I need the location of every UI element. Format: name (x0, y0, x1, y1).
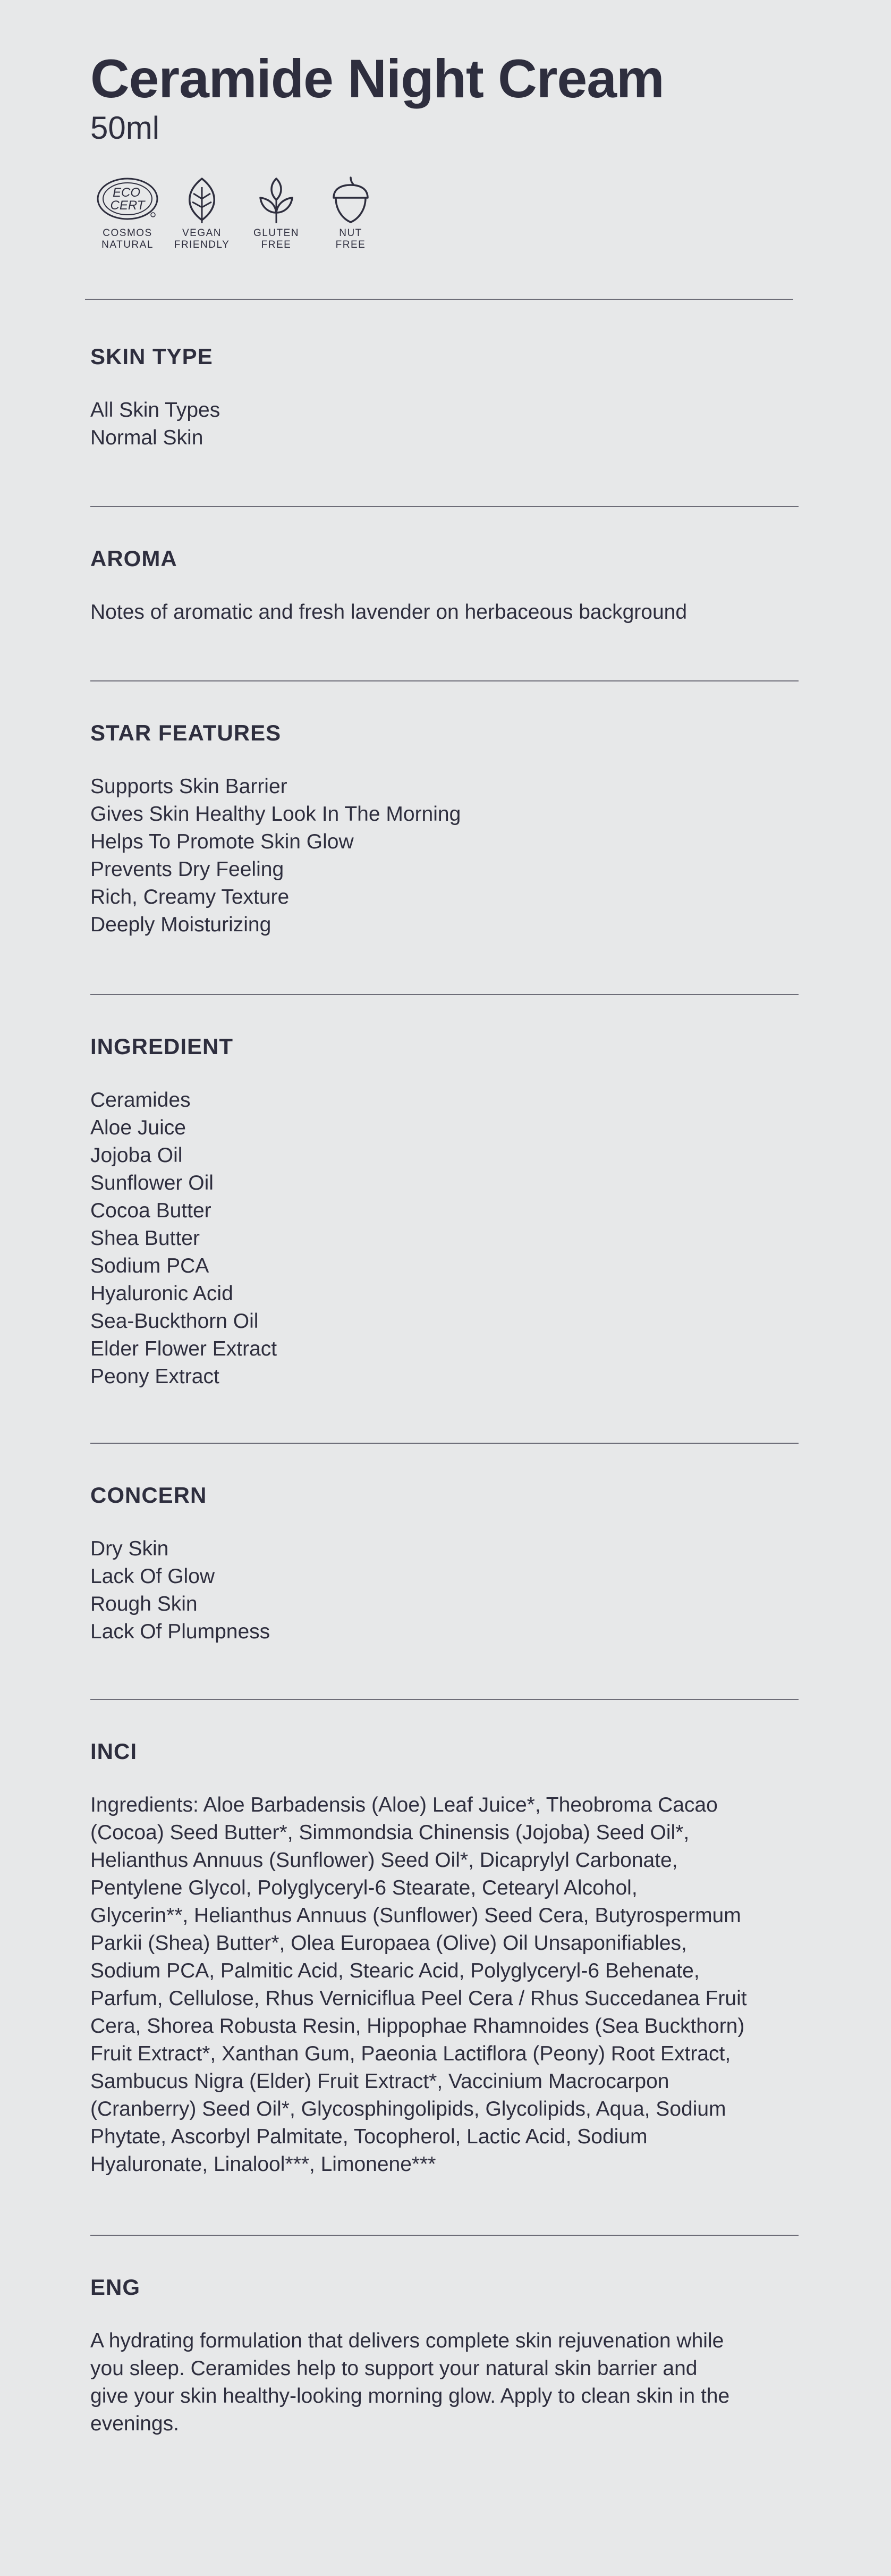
list-item: Deeply Moisturizing (90, 913, 271, 937)
inci-text (90, 1791, 799, 2178)
wheat-icon (244, 175, 308, 224)
divider (90, 680, 799, 681)
product-title: Ceramide Night Cream (90, 48, 664, 109)
divider (90, 506, 799, 507)
section-inci (90, 1738, 799, 2178)
inci-line: Parfum, Cellulose, Rhus Verniciflua Peel Cera / Rhus Succedanea Fruit (90, 1987, 747, 2010)
section-eng (90, 2274, 799, 2438)
list-item: Jojoba Oil (90, 1144, 183, 1167)
inci-line: (Cocoa) Seed Butter*, Simmondsia Chinensis (Jojoba) Seed Oil*, (90, 1821, 690, 1845)
section-ingredient (90, 1033, 799, 1391)
inci-line: Hyaluronate, Linalool***, Limonene*** (90, 2153, 436, 2176)
divider (90, 1443, 799, 1444)
inci-line: Cera, Shorea Robusta Resin, Hippophae Rhamnoides (Sea Buckthorn) (90, 2015, 745, 2038)
list-item: Supports Skin Barrier (90, 775, 287, 798)
badge-label-line-2: NATURAL (101, 239, 154, 250)
list-item: Prevents Dry Feeling (90, 858, 284, 881)
section-heading: INGREDIENT (90, 1034, 234, 1059)
divider (90, 994, 799, 995)
section-heading: ENG (90, 2275, 141, 2300)
list-item: Lack Of Glow (90, 1565, 215, 1588)
list-item: Sodium PCA (90, 1255, 209, 1278)
eng-line: give your skin healthy-looking morning glow. Apply to clean skin in the (90, 2385, 730, 2408)
badge-label-vegan (174, 228, 230, 251)
list-item: Dry Skin (90, 1537, 169, 1561)
section-star-features (90, 720, 799, 939)
eng-line: evenings. (90, 2412, 179, 2436)
divider (85, 299, 793, 300)
inci-line: Helianthus Annuus (Sunflower) Seed Oil*, Dicaprylyl Carbonate, (90, 1849, 678, 1872)
concern-list (90, 1535, 799, 1646)
divider (90, 1699, 799, 1700)
section-skin-type (90, 343, 799, 452)
inci-line: Pentylene Glycol, Polyglyceryl-6 Stearate, Cetearyl Alcohol, (90, 1876, 638, 1900)
badge-label-line-1: GLUTEN (253, 228, 300, 239)
list-item: Cocoa Butter (90, 1199, 211, 1223)
divider (90, 2235, 799, 2236)
list-item: Normal Skin (90, 426, 203, 450)
badge-label-gluten (253, 228, 299, 251)
badge-nut-free (313, 175, 388, 251)
eng-line: A hydrating formulation that delivers complete skin rejuvenation while (90, 2329, 724, 2353)
inci-line: Parkii (Shea) Butter*, Olea Europaea (Olive) Oil Unsaponifiables, (90, 1932, 687, 1955)
ingredient-list (90, 1087, 799, 1391)
badge-label-line-2: FREE (335, 239, 366, 250)
eng-description (90, 2327, 799, 2438)
badge-vegan-friendly (165, 175, 239, 251)
badge-label-cosmos-natural (101, 228, 154, 251)
list-item: Lack Of Plumpness (90, 1620, 270, 1644)
star-features-list (90, 773, 799, 939)
ecocert-cosmos-natural-icon (96, 175, 159, 224)
acorn-icon (319, 175, 383, 224)
inci-line: Sambucus Nigra (Elder) Fruit Extract*, Vaccinium Macrocarpon (90, 2070, 669, 2093)
svg-text:CERT: CERT (110, 198, 145, 213)
inci-line: Phytate, Ascorbyl Palmitate, Tocopherol, Lactic Acid, Sodium (90, 2125, 648, 2149)
section-heading: SKIN TYPE (90, 344, 213, 369)
section-aroma (90, 545, 799, 626)
badge-label-line-1: NUT (339, 228, 362, 239)
list-item: Hyaluronic Acid (90, 1282, 233, 1306)
badge-label-line-2: FRIENDLY (174, 239, 230, 250)
list-item: Helps To Promote Skin Glow (90, 830, 354, 854)
badge-label-line-1: COSMOS (103, 228, 152, 239)
section-heading: AROMA (90, 546, 177, 571)
list-item: Shea Butter (90, 1227, 200, 1250)
section-heading: INCI (90, 1739, 137, 1764)
list-item: Gives Skin Healthy Look In The Morning (90, 803, 461, 826)
eng-line: you sleep. Ceramides help to support your natural skin barrier and (90, 2357, 698, 2380)
list-item: Sunflower Oil (90, 1172, 214, 1195)
aroma-text: Notes of aromatic and fresh lavender on herbaceous background (90, 601, 688, 624)
skin-type-list (90, 397, 799, 452)
list-item: Elder Flower Extract (90, 1337, 277, 1361)
badge-label-line-1: VEGAN (182, 228, 222, 239)
section-heading: STAR FEATURES (90, 720, 282, 745)
inci-line: Sodium PCA, Palmitic Acid, Stearic Acid, Polyglyceryl-6 Behenate, (90, 1959, 700, 1983)
inci-line: Fruit Extract*, Xanthan Gum, Paeonia Lactiflora (Peony) Root Extract, (90, 2042, 731, 2066)
list-item: All Skin Types (90, 399, 220, 422)
list-item: Rough Skin (90, 1593, 198, 1616)
vegan-leaf-icon (170, 175, 234, 224)
inci-line: (Cranberry) Seed Oil*, Glycosphingolipids, Glycolipids, Aqua, Sodium (90, 2098, 726, 2121)
list-item: Rich, Creamy Texture (90, 886, 290, 909)
inci-line: Ingredients: Aloe Barbadensis (Aloe) Leaf Juice*, Theobroma Cacao (90, 1794, 718, 1817)
inci-line: Glycerin**, Helianthus Annuus (Sunflower) Seed Cera, Butyrospermum (90, 1904, 741, 1927)
svg-text:ECO: ECO (112, 186, 141, 200)
badge-cosmos-natural (90, 175, 165, 251)
badge-gluten-free (239, 175, 313, 251)
badge-label-line-2: FREE (261, 239, 292, 250)
list-item: Aloe Juice (90, 1116, 186, 1140)
list-item: Ceramides (90, 1089, 191, 1112)
section-concern (90, 1482, 799, 1646)
list-item: Sea-Buckthorn Oil (90, 1310, 259, 1333)
list-item: Peony Extract (90, 1365, 219, 1388)
section-heading: CONCERN (90, 1483, 207, 1508)
badge-label-nut (336, 228, 366, 251)
product-size: 50ml (90, 110, 160, 146)
certification-badges (90, 175, 388, 251)
